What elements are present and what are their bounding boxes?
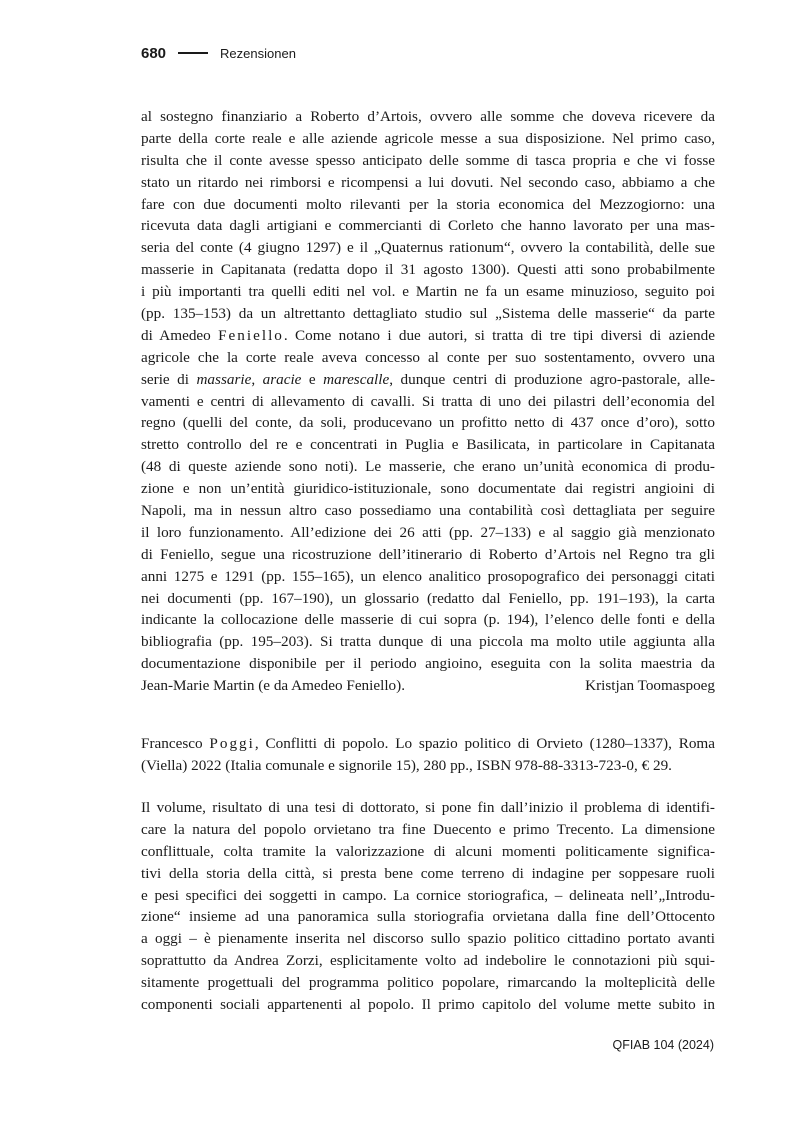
text-line: al sostegno finanziario a Roberto d’Artois, ovvero alle somme che doveva ricevere da	[141, 108, 715, 125]
text-line: parte della corte reale e alle aziende agricole messe a sua disposizione. Nel primo caso,	[141, 129, 715, 147]
review-continuation	[141, 106, 715, 697]
text-line: a oggi – è pienamente inserita nel discorso sullo spazio politico cittadino portato avanti	[141, 930, 715, 948]
text-line: di Feniello, segue una ricostruzione dell’itinerario di Roberto d’Artois nel Regno tra gli	[141, 545, 715, 563]
text-line: i più importanti tra quelli editi nel vol. e Martin ne fa un esame minuzioso, seguito poi	[141, 283, 715, 301]
text-line: stato un ritardo nei rimborsi e ricompensi a lui dovuti. Nel secondo caso, abbiamo a che	[141, 173, 715, 191]
text-line: stretto controllo del re e concentrati in Puglia e Basilicata, in particolare in Capitanata	[141, 436, 715, 454]
text-line: risulta che il conte avesse spesso anticipato delle somme di tasca propria e che vi fosse	[141, 151, 715, 169]
text-line: nei documenti (pp. 167–190), un glossario (redatto dal Feniello, pp. 191–193), la carta	[141, 589, 715, 607]
text-fragment: di Amedeo	[141, 326, 219, 344]
text-fragment: serie di	[141, 370, 197, 388]
text-line: (48 di queste aziende sono noti). Le masserie, che erano un’unità economica di produ-	[141, 458, 715, 476]
book-citation	[141, 733, 715, 777]
journal-footer: QFIAB 104 (2024)	[612, 1038, 714, 1052]
text-line: regno (quelli del conte, da soli, producevano un profitto netto di 437 once d’oro), sotto	[141, 414, 715, 432]
text-fragment: ,	[251, 370, 263, 388]
text-line: sitamente progettuali del programma politico popolare, rimarcando la molteplicità delle	[141, 974, 715, 992]
author-name-spaced: Feniello	[218, 326, 284, 344]
section-title: Rezensionen	[220, 45, 296, 61]
text-line	[141, 369, 715, 391]
text-fragment: . Come notano i due autori, si tratta di tre tipi diversi di aziende	[283, 326, 715, 344]
text-line	[141, 325, 715, 347]
text-line: (pp. 135–153) da un altrettanto dettagliato studio sul „Sistema delle masserie“ da parte	[141, 305, 715, 323]
citation-line: (Viella) 2022 (Italia comunale e signorile 15), 280 pp., ISBN 978-88-3313-723-0, € 29.	[141, 756, 672, 774]
italic-term: massarie	[196, 370, 252, 388]
text-line: ricevuta data dagli artigiani e commercianti di Corleto che hanno lavorato per una mas-	[141, 217, 715, 235]
citation-title: , Conflitti di popolo. Lo spazio politico di Orvieto (1280–1337), Roma	[254, 735, 715, 752]
header-rule	[178, 52, 208, 54]
italic-term: marescalle	[323, 370, 390, 388]
text-line: e pesi specifici dei soggetti in campo. La cornice storiografica, – delineata nell’„Introdu-	[141, 886, 715, 904]
reviewer-signature: Kristjan Toomaspoeg	[585, 677, 715, 695]
text-line: bibliografia (pp. 195–203). Si tratta dunque di una piccola ma molto utile aggiunta alla	[141, 633, 715, 651]
text-line: conflittuale, colta tramite la valorizzazione di alcuni momenti politicamente significa-	[141, 842, 715, 860]
text-line: anni 1275 e 1291 (pp. 155–165), un elenco analitico prosopografico dei personaggi citati	[141, 567, 715, 585]
page-number: 680	[141, 44, 167, 62]
running-header	[141, 42, 296, 64]
italic-term: aracie	[262, 370, 302, 388]
text-line: fare con due documenti molto rilevanti per la storia economica del Mezzogiorno: una	[141, 195, 715, 213]
author-first-name: Francesco	[141, 735, 210, 752]
text-fragment: Jean-Marie Martin (e da Amedeo Feniello).	[141, 677, 406, 695]
text-line: il loro funzionamento. All’edizione dei 26 atti (pp. 27–133) e al saggio già menzionato	[141, 523, 715, 541]
text-line: tivi della storia della città, si presta bene come terreno di indagine per soppesare ruoli	[141, 864, 715, 882]
text-line: Il volume, risultato di una tesi di dottorato, si pone fin dall’inizio il problema di identifi-	[141, 799, 715, 816]
text-line: componenti sociali appartenenti al popolo. Il primo capitolo del volume mette subito in	[141, 996, 715, 1014]
text-line: zione“ insieme ad una panoramica sulla storiografia orvietana dalla fine dell’Ottocento	[141, 908, 715, 926]
text-fragment: e	[301, 370, 324, 388]
text-line: seria del conte (4 giugno 1297) e il „Quaternus rationum“, ovvero la contabilità, delle sue	[141, 239, 715, 257]
text-line	[141, 675, 715, 697]
text-fragment: , dunque centri di produzione agro-pastorale, alle-	[389, 370, 716, 388]
text-line: care la natura del popolo orvietano tra fine Duecento e primo Trecento. La dimensione	[141, 820, 715, 838]
text-line: vamenti e centri di allevamento di cavalli. Si tratta di uno dei pilastri dell’economia del	[141, 392, 715, 410]
text-line: zione e non un’entità giuridico-istituzionale, sono documentate dai registri angioini di	[141, 480, 715, 498]
text-line: masserie in Capitanata (redatta dopo il 31 agosto 1300). Questi atti sono probabilmente	[141, 261, 715, 279]
text-line: Napoli, ma in nessun altro caso possediamo una contabilità così dettagliata per seguire	[141, 502, 715, 520]
text-line: documentazione disponibile per il periodo angioino, eseguita con la solita maestria da	[141, 655, 715, 673]
review-body	[141, 797, 715, 1016]
text-line: indicante la collocazione delle masserie di cui sopra (p. 194), l’elenco delle fonti e della	[141, 611, 715, 629]
text-line: agricole che la corte reale aveva concesso al conte per suo sostentamento, ovvero una	[141, 348, 715, 366]
citation-line	[141, 733, 715, 755]
author-last-name: Poggi	[209, 735, 255, 752]
text-line: soprattutto da Andrea Zorzi, esplicitamente volto ad indebolire le connotazioni più squi-	[141, 952, 715, 970]
